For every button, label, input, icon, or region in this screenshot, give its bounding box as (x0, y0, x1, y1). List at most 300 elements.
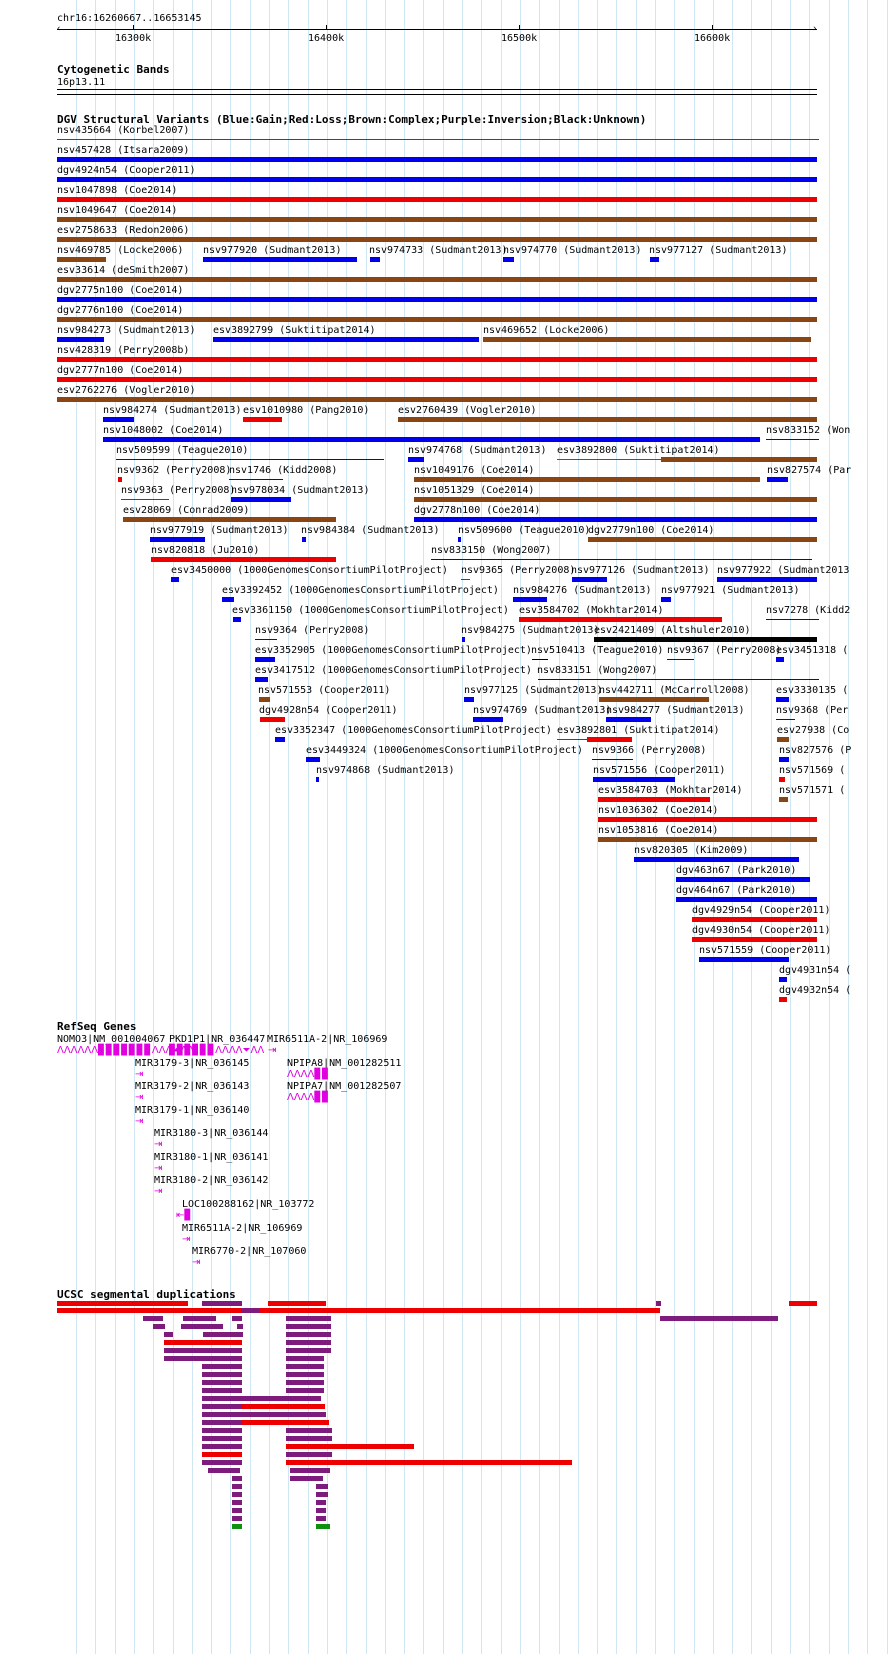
dgv-feature-bar[interactable] (692, 917, 817, 922)
dgv-feature-bar[interactable] (306, 757, 320, 762)
dgv-feature-label: nsv978034 (Sudmant2013) (231, 485, 370, 496)
ruler-tick-label: 16500k (501, 33, 538, 44)
refseq-gene-label: PKD1P1|NR_036447 (169, 1034, 266, 1045)
dgv-feature-bar[interactable] (692, 937, 817, 942)
refseq-gene-label: MIR3180-3|NR_036144 (154, 1128, 269, 1139)
refseq-track-title[interactable]: RefSeq Genes (57, 1020, 137, 1033)
refseq-gene-model[interactable]: ⇥ (154, 1139, 163, 1150)
dgv-feature-bar[interactable] (260, 717, 285, 722)
dgv-feature-label: nsv9367 (Perry2008) (667, 645, 782, 656)
segdup-feature[interactable] (286, 1332, 331, 1337)
dgv-feature-bar[interactable] (302, 537, 306, 542)
dgv-feature-label: esv27938 (Co (777, 725, 850, 736)
dgv-feature-bar[interactable] (519, 617, 722, 622)
dgv-feature-bar[interactable] (431, 559, 812, 560)
ruler-tick (326, 25, 327, 30)
segdup-feature[interactable] (286, 1324, 331, 1329)
dgv-feature-bar[interactable] (316, 777, 319, 782)
dgv-feature-label: dgv2775n100 (Coe2014) (57, 285, 184, 296)
dgv-feature-label: esv3450000 (1000GenomesConsortiumPilotProject) (171, 565, 448, 576)
dgv-feature-bar[interactable] (57, 157, 817, 162)
dgv-feature-bar[interactable] (275, 737, 285, 742)
dgv-feature-bar[interactable] (57, 397, 817, 402)
dgv-feature-bar[interactable] (464, 697, 474, 702)
dgv-feature-bar[interactable] (462, 637, 465, 642)
dgv-feature-bar[interactable] (779, 797, 788, 802)
dgv-feature-bar[interactable] (779, 777, 785, 782)
dgv-feature-bar[interactable] (483, 337, 811, 342)
dgv-feature-label: nsv1049176 (Coe2014) (414, 465, 535, 476)
dgv-feature-label: nsv571559 (Cooper2011) (699, 945, 832, 956)
dgv-feature-bar[interactable] (779, 757, 789, 762)
segdup-feature[interactable] (316, 1524, 330, 1529)
dgv-feature-bar[interactable] (231, 497, 291, 502)
segdup-feature[interactable] (143, 1316, 163, 1321)
dgv-feature-label: esv3449324 (1000GenomesConsortiumPilotProject) (306, 745, 583, 756)
dgv-feature-bar[interactable] (779, 977, 787, 982)
segdup-feature[interactable] (202, 1372, 242, 1377)
dgv-feature-bar[interactable] (229, 479, 283, 480)
refseq-gene-label: MIR3180-2|NR_036142 (154, 1175, 269, 1186)
segdup-feature[interactable] (57, 1301, 188, 1306)
dgv-feature-bar[interactable] (594, 637, 817, 642)
dgv-feature-bar[interactable] (150, 537, 205, 542)
segdup-feature[interactable] (286, 1388, 324, 1393)
dgv-feature-label: nsv974769 (Sudmant2013) (473, 705, 612, 716)
dgv-feature-bar[interactable] (766, 619, 819, 620)
refseq-gene-label: NPIPA8|NM_001282511 (287, 1058, 402, 1069)
dgv-feature-label: nsv977919 (Sudmant2013) (150, 525, 289, 536)
dgv-feature-bar[interactable] (213, 337, 479, 342)
dgv-feature-label: nsv9364 (Perry2008) (255, 625, 370, 636)
grid-line (867, 0, 868, 1654)
dgv-feature-label: esv2758633 (Redon2006) (57, 225, 190, 236)
ruler-tick (519, 25, 520, 30)
dgv-feature-label: nsv442711 (McCarroll2008) (599, 685, 750, 696)
dgv-feature-bar[interactable] (676, 877, 810, 882)
dgv-feature-label: nsv977922 (Sudmant2013 (717, 565, 850, 576)
refseq-gene-model[interactable]: ɅɅɅɅ▊▊ (287, 1092, 330, 1103)
dgv-feature-label: nsv820305 (Kim2009) (634, 845, 749, 856)
segdup-feature[interactable] (164, 1332, 173, 1337)
segdup-feature[interactable] (232, 1508, 242, 1513)
dgv-feature-bar[interactable] (572, 577, 607, 582)
dgv-feature-label: dgv4929n54 (Cooper2011) (692, 905, 831, 916)
dgv-feature-label: nsv974768 (Sudmant2013) (408, 445, 547, 456)
segdup-feature[interactable] (202, 1444, 242, 1449)
dgv-feature-label: esv3417512 (1000GenomesConsortiumPilotProject) (255, 665, 532, 676)
dgv-feature-label: nsv974868 (Sudmant2013) (316, 765, 455, 776)
segdup-feature[interactable] (286, 1436, 332, 1441)
dgv-feature-bar[interactable] (398, 417, 817, 422)
dgv-feature-label: esv3352905 (1000GenomesConsortiumPilotProject) (255, 645, 532, 656)
segdup-feature[interactable] (242, 1308, 260, 1313)
segdup-feature[interactable] (316, 1500, 326, 1505)
dgv-feature-bar[interactable] (57, 237, 817, 242)
grid-line (192, 0, 193, 1654)
dgv-feature-label: nsv1051329 (Coe2014) (414, 485, 535, 496)
dgv-feature-label: esv2760439 (Vogler2010) (398, 405, 537, 416)
grid-line (366, 0, 367, 1654)
dgv-feature-label: nsv984277 (Sudmant2013) (606, 705, 745, 716)
position-label: chr16:16260667..16653145 (57, 13, 202, 24)
dgv-feature-label: nsv827576 (P (779, 745, 852, 756)
dgv-feature-bar[interactable] (461, 579, 470, 580)
dgv-feature-label: nsv469785 (Locke2006) (57, 245, 184, 256)
dgv-feature-bar[interactable] (606, 717, 651, 722)
segdup-feature[interactable] (286, 1460, 572, 1465)
refseq-gene-label: LOC100288162|NR_103772 (182, 1199, 315, 1210)
segdup-feature[interactable] (232, 1524, 242, 1529)
dgv-feature-bar[interactable] (151, 557, 336, 562)
segdup-feature[interactable] (164, 1340, 242, 1345)
grid-line (887, 0, 888, 1654)
segdup-feature[interactable] (57, 1308, 660, 1313)
dgv-feature-label: nsv974733 (Sudmant2013) (369, 245, 508, 256)
segdup-feature[interactable] (286, 1444, 414, 1449)
dgv-feature-label: nsv7278 (Kidd2 (766, 605, 851, 616)
dgv-feature-label: nsv974770 (Sudmant2013) (503, 245, 642, 256)
dgv-feature-bar[interactable] (255, 677, 268, 682)
dgv-feature-label: nsv510413 (Teague2010) (531, 645, 664, 656)
dgv-feature-bar[interactable] (777, 737, 789, 742)
segdup-feature[interactable] (202, 1412, 242, 1417)
refseq-gene-model[interactable]: ⇥ (135, 1092, 144, 1103)
dgv-feature-label: nsv571556 (Cooper2011) (593, 765, 726, 776)
dgv-feature-bar[interactable] (57, 317, 817, 322)
segdup-feature[interactable] (660, 1316, 778, 1321)
dgv-feature-bar[interactable] (767, 477, 788, 482)
segdup-feature[interactable] (202, 1388, 242, 1393)
dgv-feature-label: nsv833151 (Wong2007) (537, 665, 658, 676)
dgv-feature-bar[interactable] (458, 537, 461, 542)
refseq-gene-label: MIR3179-2|NR_036143 (135, 1081, 250, 1092)
dgv-feature-label: esv3330135 ( (776, 685, 849, 696)
ruler-tick-label: 16600k (694, 33, 731, 44)
segdup-feature[interactable] (232, 1316, 242, 1321)
dgv-feature-bar[interactable] (121, 499, 169, 500)
dgv-feature-label: nsv435664 (Korbel2007) (57, 125, 190, 136)
segdup-feature[interactable] (153, 1324, 165, 1329)
segdup-feature[interactable] (164, 1356, 202, 1361)
segdup-feature[interactable] (202, 1420, 242, 1425)
dgv-feature-label: esv28069 (Conrad2009) (123, 505, 250, 516)
dgv-feature-label: nsv827574 (Par (767, 465, 852, 476)
refseq-gene-label: MIR6770-2|NR_107060 (192, 1246, 307, 1257)
dgv-feature-label: nsv9363 (Perry2008) (121, 485, 236, 496)
dgv-feature-label: nsv1053816 (Coe2014) (598, 825, 719, 836)
dgv-feature-bar[interactable] (598, 797, 710, 802)
segdup-feature[interactable] (232, 1484, 242, 1489)
segdup-feature[interactable] (181, 1324, 223, 1329)
dgv-feature-label: nsv1049647 (Coe2014) (57, 205, 178, 216)
dgv-feature-bar[interactable] (599, 697, 709, 702)
dgv-feature-label: nsv509600 (Teague2010) (458, 525, 591, 536)
dgv-feature-bar[interactable] (233, 617, 241, 622)
dgv-feature-bar[interactable] (588, 537, 817, 542)
dgv-feature-bar[interactable] (243, 417, 282, 422)
dgv-feature-label: esv2762276 (Vogler2010) (57, 385, 196, 396)
dgv-feature-bar[interactable] (661, 457, 817, 462)
dgv-feature-bar[interactable] (57, 257, 106, 262)
dgv-feature-label: nsv977127 (Sudmant2013) (649, 245, 788, 256)
refseq-gene-model[interactable]: ▊▊▊▊▊▊ɅɅɅɅ⏷ɅɅ (169, 1045, 265, 1056)
dgv-feature-label: dgv2777n100 (Coe2014) (57, 365, 184, 376)
segdup-feature[interactable] (241, 1412, 326, 1417)
dgv-feature-bar[interactable] (503, 257, 514, 262)
dgv-feature-bar[interactable] (222, 597, 234, 602)
ruler-tick (712, 25, 713, 30)
dgv-feature-bar[interactable] (103, 437, 760, 442)
dgv-feature-bar[interactable] (676, 897, 817, 902)
refseq-gene-model[interactable]: ⇥ (182, 1234, 191, 1245)
dgv-feature-bar[interactable] (414, 497, 817, 502)
dgv-feature-bar[interactable] (103, 417, 134, 422)
dgv-feature-bar[interactable] (57, 197, 817, 202)
dgv-feature-bar[interactable] (650, 257, 659, 262)
cytoband-label: 16p13.11 (57, 77, 106, 88)
segdup-feature[interactable] (286, 1372, 324, 1377)
dgv-feature-label: dgv4928n54 (Cooper2011) (259, 705, 398, 716)
segdup-feature[interactable] (202, 1356, 242, 1361)
dgv-feature-label: esv3892800 (Suktitipat2014) (557, 445, 720, 456)
segdup-feature[interactable] (268, 1301, 326, 1306)
dgv-feature-bar[interactable] (592, 759, 633, 760)
dgv-feature-label: nsv9368 (Per (776, 705, 849, 716)
dgv-feature-label: dgv2778n100 (Coe2014) (414, 505, 541, 516)
segdup-feature[interactable] (232, 1476, 242, 1481)
dgv-feature-bar[interactable] (513, 597, 547, 602)
dgv-feature-label: nsv984273 (Sudmant2013) (57, 325, 196, 336)
dgv-feature-label: nsv428319 (Perry2008b) (57, 345, 190, 356)
ruler-tick-label: 16400k (308, 33, 345, 44)
dgv-feature-bar[interactable] (57, 297, 817, 302)
dgv-feature-bar[interactable] (779, 997, 787, 1002)
dgv-feature-bar[interactable] (532, 659, 548, 660)
segdup-feature[interactable] (237, 1324, 243, 1329)
segdup-feature[interactable] (202, 1301, 242, 1306)
dgv-feature-label: nsv977920 (Sudmant2013) (203, 245, 342, 256)
dgv-feature-label: nsv9365 (Perry2008) (461, 565, 576, 576)
dgv-feature-bar[interactable] (414, 517, 817, 522)
refseq-gene-label: MIR3179-3|NR_036145 (135, 1058, 250, 1069)
segdup-feature[interactable] (316, 1516, 326, 1521)
dgv-feature-bar[interactable] (661, 597, 671, 602)
dgv-feature-bar[interactable] (57, 217, 817, 222)
dgv-feature-bar[interactable] (598, 837, 817, 842)
segdup-feature[interactable] (232, 1500, 242, 1505)
dgv-feature-bar[interactable] (587, 737, 632, 742)
grid-line (346, 0, 347, 1654)
dgv-feature-label: nsv571571 ( (779, 785, 846, 796)
dgv-feature-label: dgv4924n54 (Cooper2011) (57, 165, 196, 176)
segdup-feature[interactable] (202, 1364, 242, 1369)
ruler-left-arrow: ‹ (56, 24, 62, 34)
segdup-feature[interactable] (656, 1301, 661, 1306)
grid-line (829, 0, 830, 1654)
dgv-feature-label: nsv1746 (Kidd2008) (229, 465, 338, 476)
segdup-feature[interactable] (202, 1460, 242, 1465)
dgv-feature-label: nsv469652 (Locke2006) (483, 325, 610, 336)
dgv-feature-bar[interactable] (116, 459, 384, 460)
dgv-feature-bar[interactable] (557, 459, 661, 460)
segdup-feature[interactable] (208, 1468, 240, 1473)
ruler-tick (133, 25, 134, 30)
refseq-gene-model[interactable]: ⇤▊ (176, 1210, 193, 1221)
dgv-feature-label: nsv9362 (Perry2008) (117, 465, 232, 476)
segdup-feature[interactable] (202, 1436, 242, 1441)
dgv-feature-bar[interactable] (634, 857, 799, 862)
dgv-feature-label: esv3361150 (1000GenomesConsortiumPilotProject) (232, 605, 509, 616)
dgv-feature-label: esv3392452 (1000GenomesConsortiumPilotProject) (222, 585, 499, 596)
segdup-feature[interactable] (286, 1428, 332, 1433)
dgv-feature-bar[interactable] (57, 277, 817, 282)
dgv-feature-label: nsv457428 (Itsara2009) (57, 145, 190, 156)
dgv-feature-label: nsv1047898 (Coe2014) (57, 185, 178, 196)
segdup-feature[interactable] (241, 1420, 329, 1425)
refseq-gene-label: MIR3180-1|NR_036141 (154, 1152, 269, 1163)
dgv-feature-bar[interactable] (370, 257, 380, 262)
segdup-feature[interactable] (202, 1452, 242, 1457)
dgv-track-title[interactable]: DGV Structural Variants (Blue:Gain;Red:Loss;Brown:Complex;Purple:Inversion;Black:Unknown) (57, 113, 647, 126)
segdup-feature[interactable] (202, 1380, 242, 1385)
segdup-feature[interactable] (286, 1316, 331, 1321)
refseq-gene-label: NPIPA7|NM_001282507 (287, 1081, 402, 1092)
dgv-feature-label: esv3892801 (Suktitipat2014) (557, 725, 720, 736)
dgv-feature-label: dgv463n67 (Park2010) (676, 865, 797, 876)
dgv-feature-bar[interactable] (766, 439, 819, 440)
dgv-feature-bar[interactable] (557, 739, 587, 740)
segdup-track-title[interactable]: UCSC segmental duplications (57, 1288, 236, 1301)
cytoband-track-title[interactable]: Cytogenetic Bands (57, 63, 170, 76)
refseq-gene-model[interactable]: ⇥ (268, 1045, 277, 1056)
dgv-feature-label: nsv977125 (Sudmant2013) (464, 685, 603, 696)
dgv-feature-label: nsv977126 (Sudmant2013) (571, 565, 710, 576)
segdup-feature[interactable] (164, 1348, 242, 1353)
dgv-feature-label: nsv1048002 (Coe2014) (103, 425, 224, 436)
segdup-feature[interactable] (202, 1396, 242, 1401)
dgv-feature-bar[interactable] (259, 697, 270, 702)
segdup-feature[interactable] (316, 1508, 326, 1513)
dgv-feature-bar[interactable] (776, 719, 795, 720)
dgv-feature-label: nsv9366 (Perry2008) (592, 745, 707, 756)
grid-line (809, 0, 810, 1654)
dgv-feature-bar[interactable] (57, 377, 817, 382)
segdup-feature[interactable] (203, 1332, 243, 1337)
refseq-gene-model[interactable]: ɅɅɅɅ▊▊ (287, 1069, 330, 1080)
dgv-feature-label: nsv833152 (Won (766, 425, 851, 436)
ruler-tick-label: 16300k (115, 33, 152, 44)
dgv-feature-bar[interactable] (593, 777, 675, 782)
ruler-right-arrow: › (812, 24, 818, 34)
dgv-feature-bar[interactable] (598, 817, 817, 822)
segdup-feature[interactable] (202, 1404, 242, 1409)
segdup-feature[interactable] (286, 1356, 324, 1361)
segdup-feature[interactable] (316, 1484, 328, 1489)
segdup-feature[interactable] (286, 1452, 332, 1457)
dgv-feature-bar[interactable] (776, 657, 784, 662)
segdup-feature[interactable] (241, 1396, 321, 1401)
segdup-feature[interactable] (290, 1476, 323, 1481)
segdup-feature[interactable] (286, 1348, 331, 1353)
dgv-feature-label: esv33614 (deSmith2007) (57, 265, 190, 276)
segdup-feature[interactable] (183, 1316, 216, 1321)
dgv-feature-label: nsv984384 (Sudmant2013) (301, 525, 440, 536)
dgv-feature-bar[interactable] (473, 717, 503, 722)
refseq-gene-label: MIR3179-1|NR_036140 (135, 1105, 250, 1116)
dgv-feature-label: dgv2779n100 (Coe2014) (588, 525, 715, 536)
dgv-feature-label: nsv833150 (Wong2007) (431, 545, 552, 556)
dgv-feature-label: nsv984275 (Sudmant2013) (461, 625, 600, 636)
dgv-feature-bar[interactable] (255, 657, 275, 662)
dgv-feature-bar[interactable] (408, 457, 424, 462)
refseq-gene-label: MIR6511A-2|NR_106969 (267, 1034, 388, 1045)
dgv-feature-label: dgv4932n54 ( (779, 985, 852, 996)
grid-line (790, 0, 791, 1654)
refseq-gene-model[interactable]: ⇥ (192, 1257, 201, 1268)
dgv-feature-label: esv3451318 ( (776, 645, 849, 656)
dgv-feature-bar[interactable] (57, 139, 819, 140)
grid-line (848, 0, 849, 1654)
dgv-feature-label: esv1010980 (Pang2010) (243, 405, 370, 416)
dgv-feature-bar[interactable] (57, 337, 104, 342)
segdup-feature[interactable] (232, 1516, 242, 1521)
segdup-feature[interactable] (789, 1301, 817, 1306)
dgv-feature-label: esv3352347 (1000GenomesConsortiumPilotProject) (275, 725, 552, 736)
dgv-feature-bar[interactable] (255, 639, 277, 640)
dgv-feature-bar[interactable] (667, 659, 694, 660)
dgv-feature-bar[interactable] (57, 357, 817, 362)
dgv-feature-label: esv3892799 (Suktitipat2014) (213, 325, 376, 336)
segdup-feature[interactable] (286, 1380, 324, 1385)
segdup-feature[interactable] (290, 1468, 330, 1473)
ruler-axis (57, 29, 817, 30)
dgv-feature-bar[interactable] (776, 697, 789, 702)
dgv-feature-label: esv3584703 (Mokhtar2014) (598, 785, 743, 796)
dgv-feature-bar[interactable] (57, 177, 817, 182)
dgv-feature-label: dgv4931n54 ( (779, 965, 852, 976)
segdup-feature[interactable] (241, 1404, 325, 1409)
dgv-feature-bar[interactable] (171, 577, 179, 582)
cytoband-line (57, 94, 817, 95)
refseq-gene-label: MIR6511A-2|NR_106969 (182, 1223, 303, 1234)
refseq-gene-model[interactable]: ɅɅɅɅɅɅ▊▊▊▊▊▊▊ɅɅɅ⏶ɅɅ (57, 1045, 195, 1056)
segdup-feature[interactable] (232, 1492, 242, 1497)
segdup-feature[interactable] (286, 1340, 331, 1345)
cytoband-line (57, 89, 817, 90)
refseq-gene-model[interactable]: ⇥ (154, 1186, 163, 1197)
dgv-feature-label: esv3584702 (Mokhtar2014) (519, 605, 664, 616)
segdup-feature[interactable] (316, 1492, 328, 1497)
dgv-feature-label: nsv509599 (Teague2010) (116, 445, 249, 456)
dgv-feature-bar[interactable] (118, 477, 122, 482)
dgv-feature-label: dgv464n67 (Park2010) (676, 885, 797, 896)
refseq-gene-label: NOMO3|NM_001004067 (57, 1034, 166, 1045)
dgv-feature-label: dgv2776n100 (Coe2014) (57, 305, 184, 316)
segdup-feature[interactable] (286, 1364, 324, 1369)
segdup-feature[interactable] (202, 1428, 242, 1433)
dgv-feature-bar[interactable] (717, 577, 817, 582)
dgv-feature-bar[interactable] (203, 257, 357, 262)
refseq-gene-model[interactable]: ⇥ (135, 1069, 144, 1080)
dgv-feature-bar[interactable] (414, 477, 760, 482)
refseq-gene-model[interactable]: ⇥ (135, 1116, 144, 1127)
dgv-feature-bar[interactable] (699, 957, 789, 962)
dgv-feature-bar[interactable] (123, 517, 336, 522)
dgv-feature-label: dgv4930n54 (Cooper2011) (692, 925, 831, 936)
dgv-feature-bar[interactable] (538, 679, 819, 680)
refseq-gene-model[interactable]: ⇥ (154, 1163, 163, 1174)
